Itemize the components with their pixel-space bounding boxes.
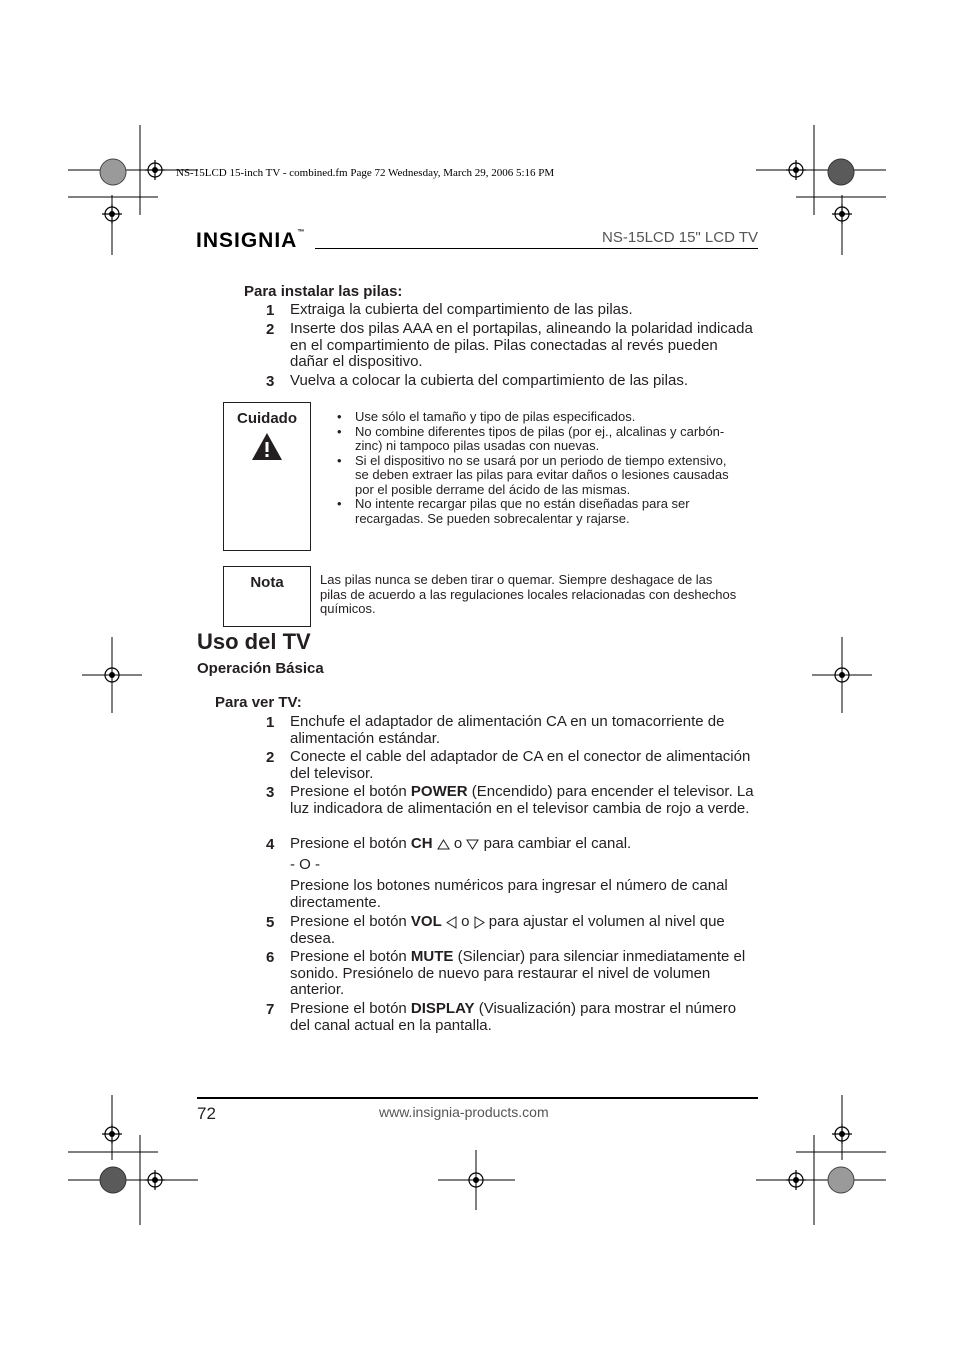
tv-step-3: 3 Presione el botón POWER (Encendido) para encender el televisor. La luz indicadora de alimentación en el televisor cambia de rojo a verde.	[266, 783, 754, 817]
tv-step-2: 2 Conecte el cable del adaptador de CA en el conector de alimentación del televisor.	[266, 748, 751, 782]
battery-step-2: 2 Inserte dos pilas AAA en el portapilas, alineando la polaridad indicada en el compartimiento de pilas. Pilas conectadas al revés pueden dañar el dispositivo.	[266, 320, 753, 370]
triangle-left-icon	[446, 916, 457, 929]
watch-tv-heading: Para ver TV:	[215, 694, 302, 711]
page-number: 72	[197, 1104, 216, 1123]
tv-step-1: 1 Enchufe el adaptador de alimentación CA en un tomacorriente de alimentación estándar.	[266, 713, 725, 747]
caution-item: • Si el dispositivo no se usará por un periodo de tiempo extensivo, se deben extraer las pilas para evitar daños o lesiones causadas por el posible derrame del ácido de las mismas.	[337, 454, 737, 498]
batteries-heading: Para instalar las pilas:	[244, 283, 403, 300]
caution-item: • No combine diferentes tipos de pilas (por ej., alcalinas y carbón-zinc) ni tampoco pilas usadas con nuevas.	[337, 425, 737, 454]
header-rule	[315, 248, 758, 249]
section-title: Uso del TV	[197, 629, 311, 654]
triangle-up-icon	[437, 839, 450, 850]
battery-step-1: 1 Extraiga la cubierta del compartimiento de las pilas.	[266, 301, 633, 319]
tv-step-4: 4 Presione el botón CH o para cambiar el canal.	[266, 835, 632, 853]
or-separator: - O -	[290, 856, 320, 873]
tv-step-4-alt: Presione los botones numéricos para ingresar el número de canal directamente.	[290, 877, 728, 911]
insignia-logo: INSIGNIA™	[196, 229, 305, 252]
tv-step-5: 5 Presione el botón VOL o para ajustar el volumen al nivel que desea.	[266, 913, 725, 947]
note-label: Nota	[250, 574, 284, 591]
triangle-down-icon	[466, 839, 479, 850]
battery-step-3: 3 Vuelva a colocar la cubierta del compartimiento de las pilas.	[266, 372, 688, 390]
note-text: Las pilas nunca se deben tirar o quemar. Siempre deshagace de las pilas de acuerdo a las regulaciones locales relacionadas con deshechos químicos.	[320, 572, 737, 616]
warning-icon	[251, 432, 283, 461]
tv-step-6: 6 Presione el botón MUTE (Silenciar) para silenciar inmediatamente el sonido. Presiónelo de nuevo para restaurar el nivel de volumen anterior.	[266, 948, 746, 998]
footer-url: www.insignia-products.com	[379, 1104, 549, 1120]
triangle-right-icon	[474, 916, 485, 929]
tv-step-7: 7 Presione el botón DISPLAY (Visualización) para mostrar el número del canal actual en la pantalla.	[266, 1000, 737, 1034]
footer-rule	[197, 1097, 758, 1099]
caution-item: • No intente recargar pilas que no están diseñadas para ser recargadas. Se pueden sobrecalentar y rajarse.	[337, 497, 737, 526]
file-info: NS-15LCD 15-inch TV - combined.fm Page 72 Wednesday, March 29, 2006 5:16 PM	[176, 167, 555, 179]
model-label: NS-15LCD 15" LCD TV	[602, 229, 758, 246]
section-subtitle: Operación Básica	[197, 660, 324, 677]
caution-list	[337, 410, 737, 526]
caution-item: • Use sólo el tamaño y tipo de pilas especificados.	[337, 410, 737, 425]
caution-label: Cuidado	[237, 410, 297, 427]
